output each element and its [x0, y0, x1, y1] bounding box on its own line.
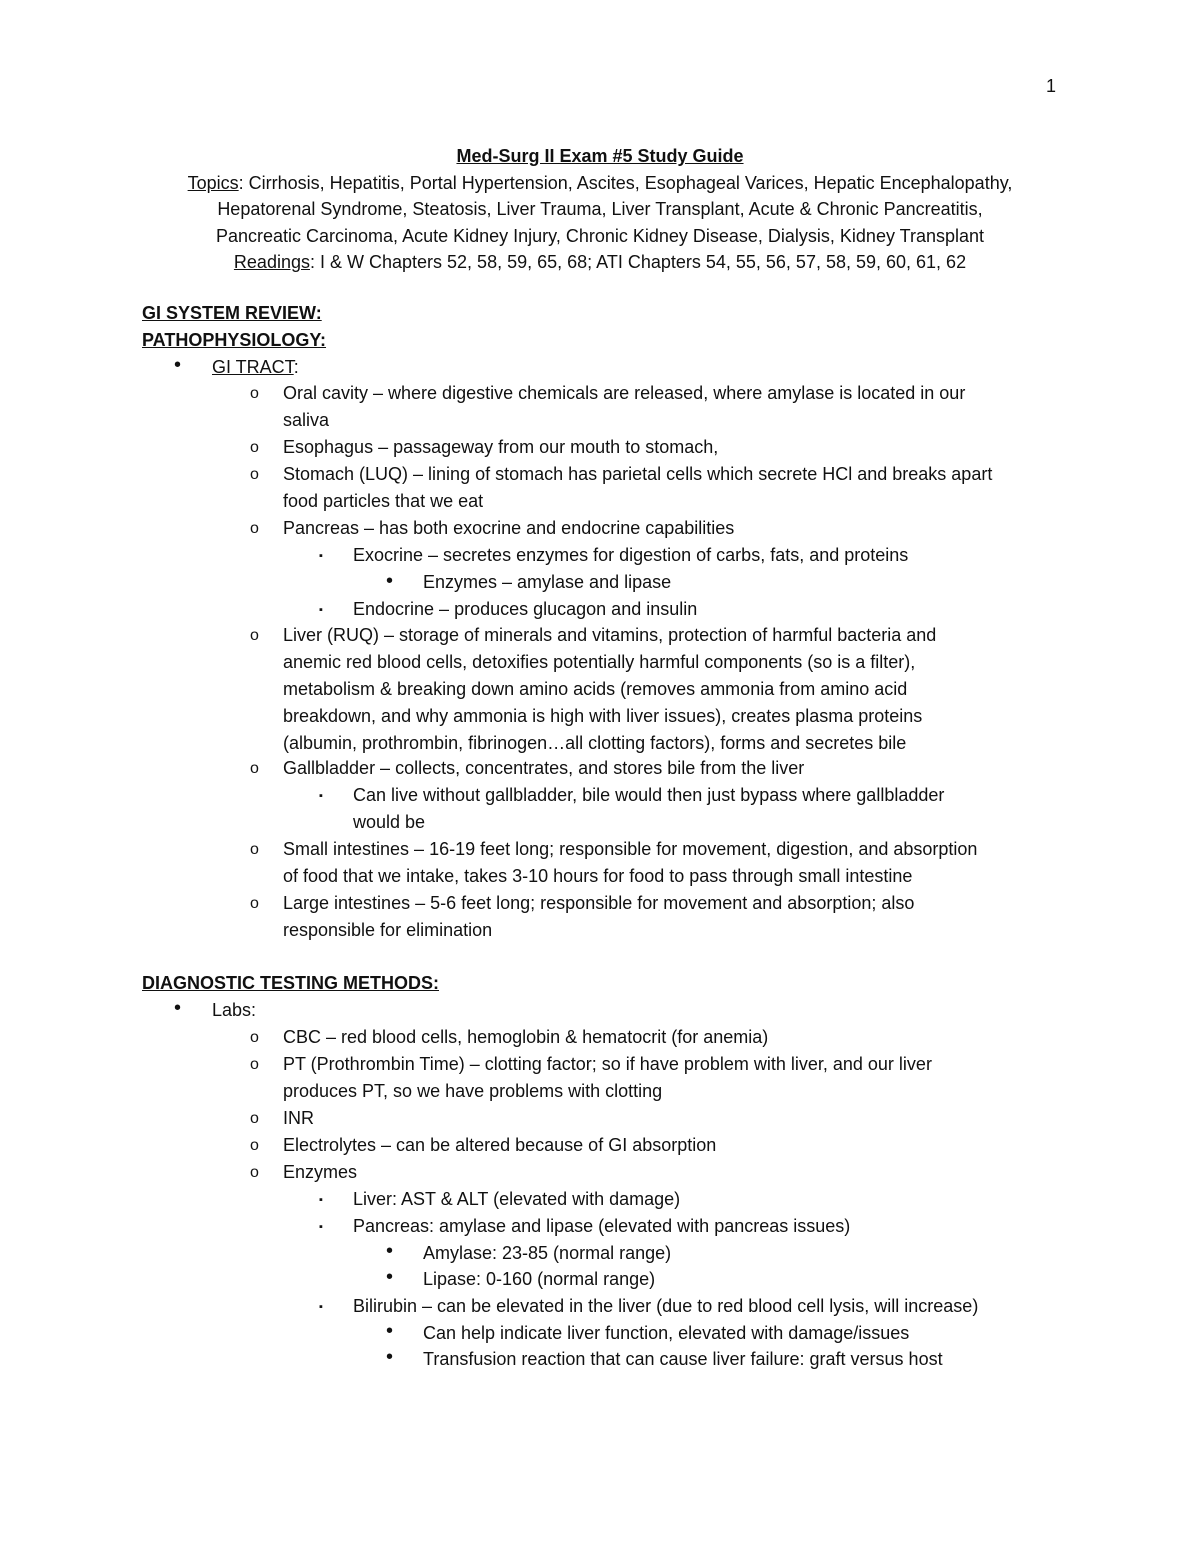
circle-marker: o — [250, 1056, 259, 1073]
square-marker: ▪ — [319, 1221, 323, 1233]
circle-marker: o — [250, 466, 259, 483]
bullet-marker: • — [174, 997, 182, 1019]
bullet-marker: • — [386, 1320, 394, 1342]
list-item: Large intestines – 5-6 feet long; responsible for movement and absorption; also — [283, 893, 915, 913]
list-item: Labs: — [212, 1000, 257, 1020]
square-marker: ▪ — [319, 1194, 323, 1206]
topics-label: Topics — [187, 172, 239, 193]
gi-tract-heading — [212, 357, 299, 378]
list-item: Transfusion reaction that can cause liver failure: graft versus host — [423, 1349, 943, 1369]
list-item: Liver: AST & ALT (elevated with damage) — [353, 1189, 681, 1209]
list-item: Pancreas – has both exocrine and endocrine capabilities — [283, 518, 735, 538]
document-header — [0, 143, 1200, 276]
list-item: CBC – red blood cells, hemoglobin & hematocrit (for anemia) — [283, 1027, 769, 1047]
list-item-continuation: anemic red blood cells, detoxifies potentially harmful components (so is a filter), — [283, 652, 916, 672]
bullet-marker: • — [386, 1240, 394, 1262]
page-number: 1 — [1046, 76, 1057, 96]
list-item: Can live without gallbladder, bile would then just bypass where gallbladder — [353, 785, 945, 805]
list-item: Bilirubin – can be elevated in the liver (due to red blood cell lysis, will increase) — [353, 1296, 979, 1316]
readings-label: Readings — [233, 252, 310, 273]
list-item-continuation: saliva — [283, 410, 330, 430]
circle-marker: o — [250, 841, 259, 858]
circle-marker: o — [250, 439, 259, 456]
bullet-marker: • — [174, 354, 182, 376]
section-heading-gi-review: GI SYSTEM REVIEW: — [142, 303, 322, 323]
circle-marker: o — [250, 1137, 259, 1154]
list-item-continuation: would be — [353, 812, 426, 832]
list-item: Oral cavity – where digestive chemicals are released, where amylase is located in our — [283, 383, 966, 403]
list-item: Pancreas: amylase and lipase (elevated with pancreas issues) — [353, 1216, 851, 1236]
circle-marker: o — [250, 520, 259, 537]
list-item: Exocrine – secretes enzymes for digestion of carbs, fats, and proteins — [353, 545, 909, 565]
list-item-continuation: food particles that we eat — [283, 491, 484, 511]
list-item: Esophagus – passageway from our mouth to stomach, — [283, 437, 719, 457]
list-item: Enzymes – amylase and lipase — [423, 572, 672, 592]
list-item: Gallbladder – collects, concentrates, and stores bile from the liver — [283, 758, 805, 778]
bullet-marker: • — [386, 570, 394, 592]
list-item: Liver (RUQ) – storage of minerals and vitamins, protection of harmful bacteria and — [283, 625, 937, 645]
square-marker: ▪ — [319, 550, 323, 562]
circle-marker: o — [250, 760, 259, 777]
list-item-continuation: produces PT, so we have problems with clotting — [283, 1081, 663, 1101]
list-item: Lipase: 0-160 (normal range) — [423, 1269, 656, 1289]
list-item: PT (Prothrombin Time) – clotting factor; so if have problem with liver, and our liver — [283, 1054, 932, 1074]
gi-tract-label: GI TRACT — [212, 357, 294, 377]
section-heading-diagnostic-testing: DIAGNOSTIC TESTING METHODS: — [142, 973, 439, 993]
section-heading-pathophysiology: PATHOPHYSIOLOGY: — [142, 330, 327, 350]
document-title: Med-Surg II Exam #5 Study Guide — [456, 146, 744, 166]
circle-marker: o — [250, 1029, 259, 1046]
list-item: Stomach (LUQ) – lining of stomach has parietal cells which secrete HCl and breaks apart — [283, 464, 993, 484]
circle-marker: o — [250, 1164, 259, 1181]
list-item: Can help indicate liver function, elevated with damage/issues — [423, 1323, 910, 1343]
bullet-marker: • — [386, 1266, 394, 1288]
list-item: INR — [283, 1108, 314, 1128]
topics-line-1: Topics: Cirrhosis, Hepatitis, Portal Hypertension, Ascites, Esophageal Varices, Hepatic Encephalopathy, — [187, 172, 1013, 193]
list-item-continuation: metabolism & breaking down amino acids (removes ammonia from amino acid — [283, 679, 908, 699]
list-item-continuation: responsible for elimination — [283, 920, 493, 940]
list-item: Electrolytes – can be altered because of GI absorption — [283, 1135, 717, 1155]
readings-line: Readings: I & W Chapters 52, 58, 59, 65, 68; ATI Chapters 54, 55, 56, 57, 58, 59, 60, 61, 62 — [233, 252, 967, 273]
circle-marker: o — [250, 895, 259, 912]
gi-tract-colon: : — [293, 357, 299, 377]
circle-marker: o — [250, 385, 259, 402]
list-item-continuation: breakdown, and why ammonia is high with liver issues), creates plasma proteins — [283, 706, 923, 726]
square-marker: ▪ — [319, 790, 323, 802]
list-item-continuation: of food that we intake, takes 3-10 hours for food to pass through small intestine — [283, 866, 913, 886]
list-item: Small intestines – 16-19 feet long; responsible for movement, digestion, and absorption — [283, 839, 978, 859]
topics-line-2: Hepatorenal Syndrome, Steatosis, Liver Trauma, Liver Transplant, Acute & Chronic Pancreatitis, — [217, 199, 983, 220]
list-item: Amylase: 23-85 (normal range) — [423, 1243, 672, 1263]
circle-marker: o — [250, 1110, 259, 1127]
topics-line-3: Pancreatic Carcinoma, Acute Kidney Injury, Chronic Kidney Disease, Dialysis, Kidney Transplant — [215, 225, 985, 246]
topics-text-1: Cirrhosis, Hepatitis, Portal Hypertension, Ascites, Esophageal Varices, Hepatic Encephalopathy, — [248, 172, 1013, 193]
list-item-continuation: (albumin, prothrombin, fibrinogen…all clotting factors), forms and secretes bile — [283, 733, 907, 753]
bullet-marker: • — [386, 1346, 394, 1368]
square-marker: ▪ — [319, 1301, 323, 1313]
list-item: Enzymes — [283, 1162, 358, 1182]
square-marker: ▪ — [319, 604, 323, 616]
list-item: Endocrine – produces glucagon and insulin — [353, 599, 698, 619]
readings-text: I & W Chapters 52, 58, 59, 65, 68; ATI Chapters 54, 55, 56, 57, 58, 59, 60, 61, 62 — [320, 252, 967, 273]
circle-marker: o — [250, 627, 259, 644]
